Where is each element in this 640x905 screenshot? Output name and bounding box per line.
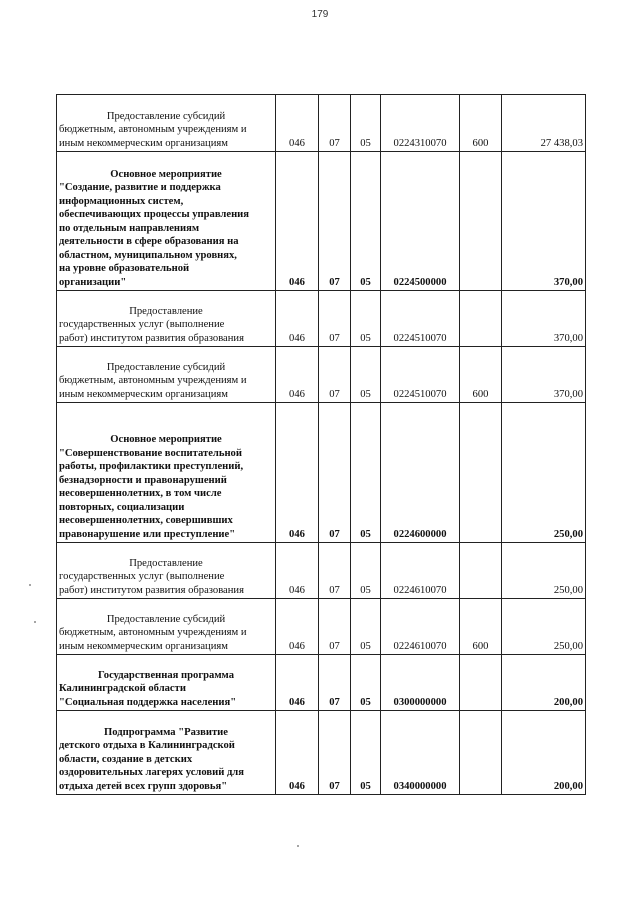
subsection-code-cell: 05 (351, 291, 381, 347)
target-article-cell: 0224510070 (381, 291, 460, 347)
subsection-code-cell: 05 (351, 711, 381, 795)
section-code-cell: 07 (319, 95, 351, 152)
expense-name-line: иным некоммерческим организациям (59, 137, 228, 149)
expense-type-cell (460, 403, 502, 543)
expense-name-line: Основное мероприятие (110, 168, 222, 180)
target-article-cell: 0224510070 (381, 347, 460, 403)
table-row (57, 347, 586, 403)
expense-name-cell (57, 152, 276, 291)
amount-cell: 27 438,03 (502, 95, 586, 152)
expense-type-cell: 600 (460, 599, 502, 655)
subsection-code-cell: 05 (351, 347, 381, 403)
target-article-cell: 0224500000 (381, 152, 460, 291)
expense-name-line: Государственная программа (97, 669, 234, 681)
expense-name-line: безнадзорности и правонарушений (59, 474, 227, 486)
expense-name-line: несовершеннолетних, в том числе (59, 488, 222, 499)
expense-name-line: Предоставление субсидий (106, 613, 226, 625)
table-row-program (57, 152, 586, 291)
budget-table-body (57, 95, 586, 795)
expense-name-line: государственных услуг (выполнение (59, 319, 225, 330)
ved-code-cell: 046 (276, 711, 319, 795)
target-article-cell: 0224600000 (381, 403, 460, 543)
expense-name-line: бюджетным, автономным учреждениям и (59, 375, 247, 386)
expense-name-line: бюджетным, автономным учреждениям и (59, 627, 247, 638)
expense-name-cell (57, 543, 276, 599)
ved-code-cell: 046 (276, 403, 319, 543)
expense-name-line: Предоставление (129, 305, 203, 317)
expense-name-line: по отдельным направлениям (59, 222, 200, 234)
target-article-cell: 0224610070 (381, 599, 460, 655)
ved-code-cell: 046 (276, 152, 319, 291)
subsection-code-cell: 05 (351, 95, 381, 152)
expense-name-cell (57, 599, 276, 655)
expense-name-cell (57, 95, 276, 152)
expense-name-line: обеспечивающих процессы управления (59, 209, 250, 220)
table-row-program (57, 711, 586, 795)
subsection-code-cell: 05 (351, 543, 381, 599)
subsection-code-cell: 05 (351, 655, 381, 711)
expense-name-cell (57, 711, 276, 795)
amount-cell: 250,00 (502, 403, 586, 543)
expense-name-line: правонарушение или преступление" (59, 528, 236, 540)
scan-speck (297, 845, 299, 847)
expense-name-line: на уровне образовательной (59, 263, 190, 274)
section-code-cell: 07 (319, 655, 351, 711)
expense-name-line: области, создание в детских (59, 753, 193, 765)
expense-name-line: Предоставление субсидий (106, 361, 226, 373)
section-code-cell: 07 (319, 543, 351, 599)
expense-name-line: бюджетным, автономным учреждениям и (59, 124, 247, 135)
expense-name-cell (57, 291, 276, 347)
expense-type-cell: 600 (460, 347, 502, 403)
expense-name-line: иным некоммерческим организациям (59, 640, 228, 652)
table-row (57, 291, 586, 347)
expense-name-line: информационных систем, (59, 195, 184, 207)
table-row (57, 95, 586, 152)
expense-name-line: работ) институтом развития образования (59, 332, 244, 344)
expense-name-line: повторных, социализации (59, 501, 185, 513)
expense-name-line: отдыха детей всех групп здоровья" (59, 780, 228, 792)
section-code-cell: 07 (319, 347, 351, 403)
subsection-code-cell: 05 (351, 403, 381, 543)
expense-name-line: "Социальная поддержка населения" (59, 696, 237, 708)
section-code-cell: 07 (319, 152, 351, 291)
target-article-cell: 0300000000 (381, 655, 460, 711)
expense-name-cell (57, 403, 276, 543)
expense-name-line: Подпрограмма "Развитие (104, 726, 228, 738)
table-row (57, 599, 586, 655)
target-article-cell: 0224610070 (381, 543, 460, 599)
amount-cell: 370,00 (502, 347, 586, 403)
budget-table (56, 94, 586, 795)
section-code-cell: 07 (319, 291, 351, 347)
expense-name-line: Предоставление (129, 557, 203, 569)
subsection-code-cell: 05 (351, 599, 381, 655)
target-article-cell: 0224310070 (381, 95, 460, 152)
expense-name-line: детского отдыха в Калининградской (59, 740, 235, 751)
expense-type-cell (460, 711, 502, 795)
target-article-cell: 0340000000 (381, 711, 460, 795)
amount-cell: 370,00 (502, 291, 586, 347)
expense-name-line: Калининградской области (59, 683, 186, 694)
amount-cell: 250,00 (502, 599, 586, 655)
subsection-code-cell: 05 (351, 152, 381, 291)
section-code-cell: 07 (319, 711, 351, 795)
expense-type-cell (460, 291, 502, 347)
expense-name-line: иным некоммерческим организациям (59, 388, 228, 400)
expense-name-cell (57, 347, 276, 403)
amount-cell: 250,00 (502, 543, 586, 599)
expense-name-cell (57, 655, 276, 711)
section-code-cell: 07 (319, 599, 351, 655)
expense-type-cell (460, 655, 502, 711)
expense-name-line: "Создание, развитие и поддержка (59, 182, 221, 193)
expense-name-line: работы, профилактики преступлений, (59, 461, 244, 472)
expense-name-line: работ) институтом развития образования (59, 584, 244, 596)
amount-cell: 370,00 (502, 152, 586, 291)
expense-name-line: деятельности в сфере образования на (59, 236, 239, 247)
expense-type-cell (460, 152, 502, 291)
scan-speck (34, 621, 36, 623)
expense-name-line: Предоставление субсидий (106, 110, 226, 122)
ved-code-cell: 046 (276, 291, 319, 347)
expense-name-line: Основное мероприятие (110, 434, 222, 445)
scan-speck (29, 584, 31, 586)
expense-name-line: "Совершенствование воспитательной (59, 447, 242, 459)
ved-code-cell: 046 (276, 655, 319, 711)
expense-type-cell: 600 (460, 95, 502, 152)
ved-code-cell: 046 (276, 347, 319, 403)
expense-name-line: государственных услуг (выполнение (59, 571, 225, 582)
expense-name-line: несовершеннолетних, совершивших (59, 515, 233, 526)
table-row-program (57, 655, 586, 711)
ved-code-cell: 046 (276, 543, 319, 599)
amount-cell: 200,00 (502, 655, 586, 711)
expense-name-line: организации" (59, 276, 127, 288)
expense-type-cell (460, 543, 502, 599)
expense-name-line: областном, муниципальном уровнях, (59, 249, 237, 261)
ved-code-cell: 046 (276, 599, 319, 655)
table-row-program (57, 403, 586, 543)
expense-name-line: оздоровительных лагерях условий для (59, 767, 244, 778)
table-row (57, 543, 586, 599)
ved-code-cell: 046 (276, 95, 319, 152)
section-code-cell: 07 (319, 403, 351, 543)
page-number: 179 (311, 9, 329, 20)
amount-cell: 200,00 (502, 711, 586, 795)
